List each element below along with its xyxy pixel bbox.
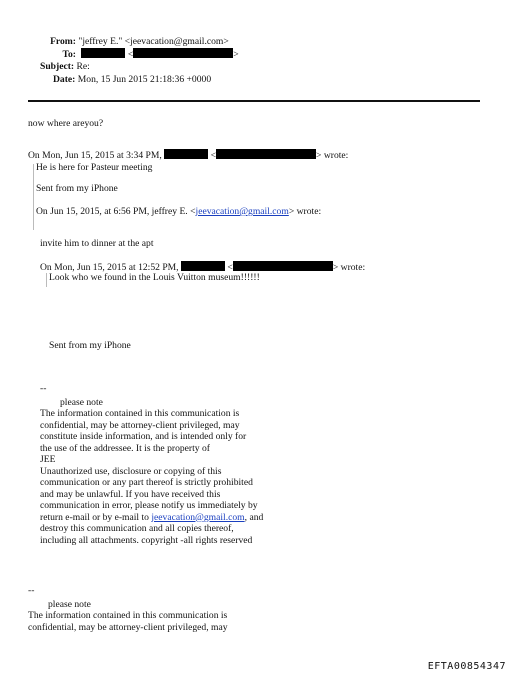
date-row [53,74,211,86]
disclaimer-line: communication in error, please notify us immediately by [40,500,258,511]
quote-bar-3 [46,273,47,287]
from-label: From: [50,36,76,47]
redaction-box [181,261,225,271]
quote-header-3-suffix: > wrote: [332,262,366,273]
to-bracket-open: < [127,49,134,60]
disclaimer-2-line: confidential, may be attorney-client privileged, may [28,621,228,633]
disclaimer-2-line: The information contained in this communication is [28,610,228,621]
disclaimer-line: JEE [40,454,56,465]
disclaimer-title: please note [60,397,103,408]
subject-row [40,61,90,73]
signature-separator: -- [40,383,47,394]
quote-3-signature: Sent from my iPhone [49,340,131,351]
disclaimer-body [40,408,263,546]
quote-2-line: invite him to dinner at the apt [40,238,154,249]
quote-header-3-lt: < [227,262,233,273]
quote-header-1-lt: < [210,150,217,161]
disclaimer-email-suffix: , and [244,511,264,523]
date-value: Mon, 15 Jun 2015 21:18:36 +0000 [77,74,212,85]
signature-separator-2: -- [28,585,35,596]
quote-header-1 [28,149,348,162]
quote-header-1-prefix: On Mon, Jun 15, 2015 at 3:34 PM, [28,150,162,161]
to-bracket-close: > [233,49,239,60]
quote-header-3-prefix: On Mon, Jun 15, 2015 at 12:52 PM, [40,262,179,273]
disclaimer-line: including all attachments. copyright -all rights reserved [40,534,253,546]
quote-header-2-prefix: On Jun 15, 2015, at 6:56 PM, jeffrey E. < [36,206,196,217]
quote-1-signature: Sent from my iPhone [36,183,118,194]
disclaimer-2-body [28,610,228,633]
redaction-box [133,48,233,58]
quote-header-1-suffix: > wrote: [316,150,349,161]
quote-header-2-email-link[interactable]: jeevacation@gmail.com [195,206,289,217]
from-row [48,36,229,48]
redaction-box [81,48,125,58]
quote-3-line: Look who we found in the Louis Vuitton museum!!!!!! [49,272,260,283]
subject-value: Re: [76,61,90,72]
reply-text: now where areyou? [28,118,104,129]
quote-header-2 [36,206,321,218]
disclaimer-line: Unauthorized use, disclosure or copying of this [40,465,222,477]
disclaimer-line: and may be unlawful. If you have received this [40,488,221,500]
quote-bar-1 [33,164,34,230]
disclaimer-line: destroy this communication and all copies thereof, [40,523,234,534]
disclaimer-line: the use of the addressee. It is the property of [40,442,210,454]
disclaimer-line: communication or any part thereof is strictly prohibited [40,477,253,488]
disclaimer-line: The information contained in this communication is [40,408,240,419]
disclaimer-line: confidential, may be attorney-client privileged, may [40,419,240,431]
disclaimer-2-title: please note [48,599,91,610]
subject-label: Subject: [40,61,75,72]
redaction-box [233,261,333,271]
redaction-box [164,149,208,159]
to-row [48,48,239,61]
to-label: To: [62,49,76,60]
header-divider [28,100,480,102]
disclaimer-line-email [40,512,263,524]
document-id: EFTA00854347 [427,661,506,672]
quote-header-2-suffix: > wrote: [288,206,322,217]
from-value: "jeffrey E." <jeevacation@gmail.com> [78,36,229,47]
disclaimer-email-link[interactable]: jeevacation@gmail.com [151,511,245,523]
disclaimer-line: constitute inside information, and is intended only for [40,431,247,442]
quote-1-line: He is here for Pasteur meeting [36,162,153,173]
redaction-box [216,149,316,159]
date-label: Date: [53,74,76,85]
disclaimer-email-prefix: return e-mail or by e-mail to [40,511,152,523]
